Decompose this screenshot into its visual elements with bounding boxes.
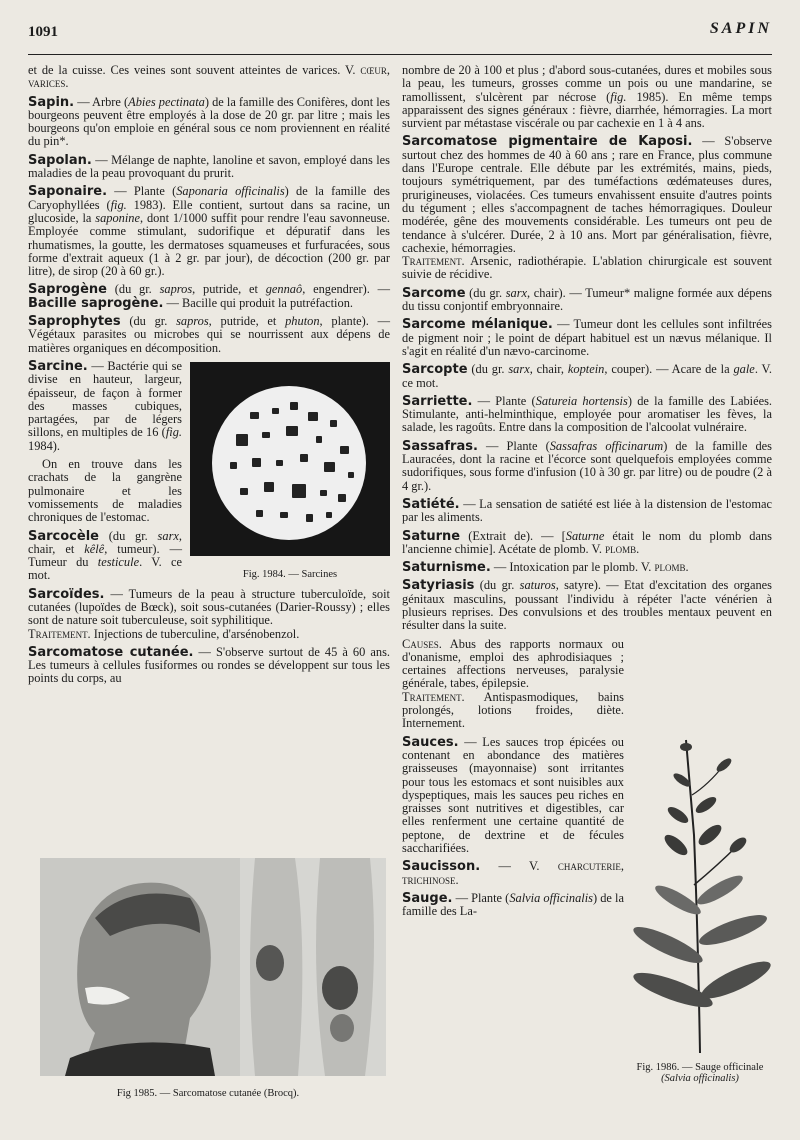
headword: Satyriasis <box>402 578 475 594</box>
headword: Saprophytes <box>28 314 121 330</box>
entry-sarcopte: Sarcopte (du gr. sarx, chair, koptein, couper). — Acare de la gale. V. ce mot. <box>402 362 772 390</box>
entry-sapolan: Sapolan. — Mélange de naphte, lanoline et savon, employé dans les maladies de la peau provoquant du prurit. <box>28 152 390 181</box>
entry-satyriasis: Satyriasis (du gr. saturos, satyre). — Etat d'excitation des organes génitaux masculins, poussant l'individu à répéter l'acte vénérien à plusieurs reprises. Des convulsions et des troubles mentaux peuvent en résulter dans la suite. <box>402 578 772 633</box>
headword: Saturnisme. <box>402 560 491 576</box>
entry-continuation: et de la cuisse. Ces veines sont souvent atteintes de varices. V. cœur, varices. <box>28 63 390 91</box>
entry-kaposi: Sarcomatose pigmentaire de Kaposi. — S'observe surtout chez des hommes de 40 à 60 ans ; rare en France, plus commune dans l'Europe centrale. Elle débute par les extrémités, mains, pieds, toujours symétriquement, par des tuméfactions œdémateuses dures, prurigineuses, violacées. Ces tumeurs envahissent ensuite d'autres points du tégument ; elles s'accompagnent de taches hémorragiques. Douleur modérée, gêne des mouvements considérable. Les tumeurs ont peu de tendance à s'ulcérer. Durée, 2 à 10 ans. Mort par généralisation, fièvre, cachexie, hémorragies. Traitement. Arsenic, radiothérapie. L'ablation chirurgicale est souvent suivie de récidive. <box>402 134 772 282</box>
entry-continuation: nombre de 20 à 100 et plus ; d'abord sous-cutanées, dures et mobiles sous la peau, les tumeurs, grosses comme un pois ou une mandarine, se ramollissent, s'ulcèrent par nécrose (fig. 1985). En même temps apparaissent des signes généraux : fièvre, diarrhée, hémorragies. La mort survient par métastase viscérale ou par cachexie en 1 à 4 ans. <box>402 63 772 131</box>
entry-sarcine-cont: On en trouve dans les crachats de la gangrène pulmonaire et les vomissements de maladies chroniques de l'estomac. <box>28 457 182 525</box>
headword: Sarcocèle <box>28 528 99 544</box>
page-number: 1091 <box>28 24 58 40</box>
entry-sassafras: Sassafras. — Plante (Sassafras officinarum) de la famille des Lauracées, dont la racine et l'écorce sont quelquefois employées comme sudorifiques, sous forme d'infusion (10 à 30 gr. par litre) ou de poudre (2 à 4 gr.). <box>402 438 773 493</box>
entry-saprophytes: Saprophytes (du gr. sapros, putride, et phuton, plante). — Végétaux parasites ou microbes qui se nourrissent aux dépens de matières organiques en décomposition. <box>28 314 390 355</box>
entry-sarriette: Sarriette. — Plante (Satureia hortensis) de la famille des Labiées. Stimulante, anti-helminthique, employée pour aromatiser les fèves, la salade, les ragoûts. Entre dans la composition de l'alcoolat vulnéraire. <box>402 393 773 435</box>
entry-sarcomatose: Sarcomatose cutanée. — S'observe surtout de 45 à 60 ans. Les tumeurs à cellules fusiformes ou rondes se développent sur tous les points du corps, au <box>28 644 390 686</box>
headword: Sarcine. <box>28 358 88 374</box>
headword: Sapolan. <box>28 152 92 168</box>
figure-1985-caption: Fig 1985. — Sarcomatose cutanée (Brocq). <box>116 1088 300 1099</box>
entry-sarcoides: Sarcoïdes. — Tumeurs de la peau à structure tuberculoïde, soit cutanées (lupoïdes de Bœck), soit sous-cutanées (Darier-Roussy) ; elles sont de nature soit tuberculeuse, soit syphilitique. Traitement. Injections de tuberculine, d'arsénobenzol. <box>28 586 390 641</box>
headword: Satiété. <box>402 496 460 512</box>
figure-1986-caption: Fig. 1986. — Sauge officinale (Salvia officinalis) <box>636 1062 764 1084</box>
header-rule <box>28 54 772 55</box>
entry-sarcocele: Sarcocèle (du gr. sarx, chair, et kêlê, tumeur). — Tumeur du testicule. V. ce mot. <box>28 528 182 583</box>
page-header <box>28 16 772 48</box>
headword: Sarriette. <box>402 393 473 409</box>
headword: Sarcopte <box>402 362 468 378</box>
headword: Sarcoïdes. <box>28 586 105 602</box>
sarcine-micrograph <box>190 362 390 556</box>
headword: Sauge. <box>402 890 453 906</box>
headword: Sassafras. <box>402 438 478 454</box>
entry-saponaire: Saponaire. — Plante (Saponaria officinalis) de la famille des Caryophyllées (fig. 1983). Elle contient, surtout dans sa racine, un glucoside, la saponine, dont 1/1000 suffit pour rendre l'eau savonneuse. Employée comme stimulant, sudorifique et dépuratif dans les rhumatismes, la goutte, les dermatoses squameuses et furfuracées, sous forme d'extrait aqueux (1 à 2 gr. par jour), de décoction (200 gr. par litre), de sirop (20 à 60 gr.). <box>28 184 390 279</box>
headword: Saturne <box>402 528 461 544</box>
headword: Saponaire. <box>28 184 108 200</box>
running-head: SAPIN <box>709 20 772 37</box>
figure-1984-caption: Fig. 1984. — Sarcines <box>242 568 338 580</box>
sub-headword: Bacille saprogène. <box>28 295 164 311</box>
narrow-text-beside-figure <box>402 638 624 919</box>
entry-saturne: Saturne (Extrait de). — [Saturne était le nom du plomb dans l'ancienne chimie]. Acétate de plomb. V. plomb. <box>402 528 772 556</box>
entry-sauces: Sauces. — Les sauces trop épicées ou contenant en abondance des matières graisseuses (mayonnaise) sont irritantes pour tous les estomacs et sont nuisibles aux dyspeptiques, mais les sauces peu riches en graisses sont nutritives et digestibles, car elles renferment une certaine quantité de peptone, de dextrine et de fécules saccharifiées. <box>402 734 624 856</box>
headword: Sarcome <box>402 285 466 301</box>
headword: Saprogène <box>28 282 107 298</box>
headword: Sarcome mélanique. <box>402 317 553 333</box>
sage-plant-illustration <box>628 735 772 1055</box>
figure-1984 <box>190 362 390 581</box>
entry-saprogene: Saprogène (du gr. sapros, putride, et gennaô, engendrer). — Bacille saprogène. — Bacille qui produit la putréfaction. <box>28 282 390 311</box>
portrait-and-legs-image <box>40 858 386 1076</box>
entry-sauge: Sauge. — Plante (Salvia officinalis) de la famille des La- <box>402 890 624 919</box>
figure-1985 <box>28 858 388 1099</box>
headword: Sapin. <box>28 94 75 110</box>
entry-saucisson: Saucisson. — V. charcuterie, trichinose. <box>402 859 624 887</box>
entry-satyriasis-causes: Causes. Abus des rapports normaux ou d'onanisme, emploi des aphrodisiaques ; certaines affections nerveuses, paralysie générale, tabes, épilepsie. Traitement. Antispasmodiques, bains prolongés, lotions froides, diète. Internement. <box>402 636 624 731</box>
headword: Sarcomatose cutanée. <box>28 644 194 660</box>
entry-sarcome-melanique: Sarcome mélanique. — Tumeur dont les cellules sont infiltrées de pigment noir ; le point de départ habituel est un nævus mélanique. Il s'agit en réalité d'un nævo-carcinome. <box>402 317 772 358</box>
left-column <box>28 64 390 691</box>
entry-satiete: Satiété. — La sensation de satiété est liée à la distension de l'estomac par les aliments. <box>402 496 772 525</box>
headword: Sarcomatose pigmentaire de Kaposi. <box>402 134 693 150</box>
entry-sapin: Sapin. — Arbre (Abies pectinata) de la famille des Conifères, dont les bourgeons peuvent être employés à la dose de 20 gr. par litre ; mais les bourgeons qu'on emploie en général sous ce nom proviennent en réalité du pin*. <box>28 94 391 149</box>
entry-sarcine: Sarcine. — Bactérie qui se divise en hauteur, largeur, épaisseur, de façon à former des masses cubiques, partagées, par de légers sillons, en multiples de 16 (fig. 1984). <box>28 358 182 453</box>
headword: Saucisson. <box>402 859 481 875</box>
headword: Sauces. <box>402 734 459 750</box>
sarcomatose-photograph <box>40 858 386 1076</box>
figure-1986 <box>628 735 772 1084</box>
entry-saturnisme: Saturnisme. — Intoxication par le plomb. V. plomb. <box>402 560 689 576</box>
entry-sarcome: Sarcome (du gr. sarx, chair). — Tumeur* maligne formée aux dépens du tissu conjontif embryonnaire. <box>402 285 772 314</box>
